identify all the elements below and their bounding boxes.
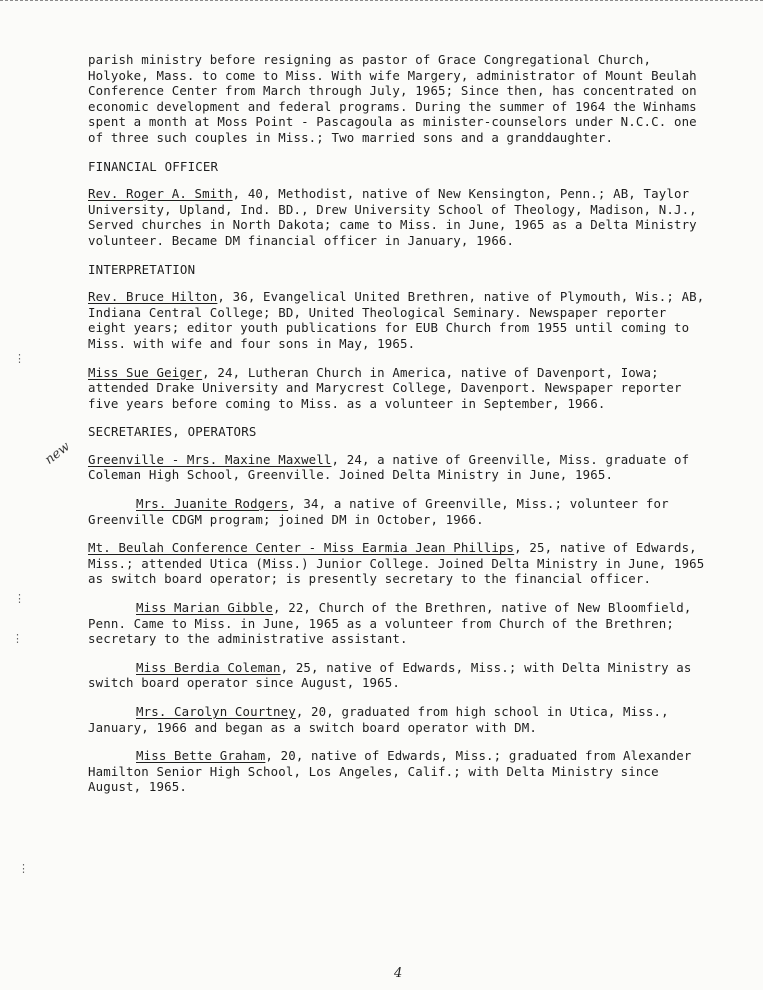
- handwritten-margin-note: new: [42, 439, 73, 468]
- maxwell-name: Greenville - Mrs. Maxine Maxwell: [88, 451, 332, 467]
- gibble-name: Miss Marian Gibble: [136, 600, 273, 616]
- financial-officer-heading: FINANCIAL OFFICER: [88, 158, 219, 174]
- courtney-entry: [88, 704, 706, 735]
- phillips-name: Mt. Beulah Conference Center - Miss Earmia Jean Phillips: [88, 540, 515, 556]
- graham-name: Miss Bette Graham: [136, 748, 266, 764]
- hilton-name: Rev. Bruce Hilton: [88, 289, 218, 305]
- smith-entry: [88, 186, 706, 248]
- phillips-entry: [88, 540, 706, 587]
- hilton-entry: [88, 289, 706, 351]
- secretaries-heading: SECRETARIES, OPERATORS: [88, 424, 257, 440]
- geiger-name: Miss Sue Geiger: [88, 364, 203, 380]
- courtney-text: , 20, graduated from high school in Utica, Miss., January, 1966 and began as a switch board operator with DM.: [88, 704, 669, 735]
- maxwell-text: , 24, a native of Greenville, Miss. graduate of Coleman High School, Greenville. Joined Delta Ministry in June, 1965.: [88, 451, 690, 483]
- margin-mark-2: ⋮: [14, 592, 25, 605]
- geiger-entry: [88, 365, 706, 412]
- smith-name: Rev. Roger A. Smith: [88, 186, 233, 202]
- phillips-text: , 25, native of Edwards, Miss.; attended Utica (Miss.) Junior College. Joined Delta Ministry in June, 1965 as switch board operator; is presently secretary to the financial officer.: [88, 540, 705, 587]
- rodgers-name: Mrs. Juanite Rodgers: [136, 496, 289, 512]
- hilton-text: , 36, Evangelical United Brethren, native of Plymouth, Wis.; AB, Indiana Central College; BD, United Theological Seminary. Newspaper reporter eight years; editor youth publications for EUB Church from 1955 until coming to Miss. with wife and four sons in May, 1965.: [88, 289, 705, 351]
- intro-paragraph: parish ministry before resigning as pastor of Grace Congregational Church, Holyoke, Mass. to come to Miss. With wife Margery, administrator of Mount Beulah Conference Center from March through July, 1965; Since then, has concentrated on economic development and federal programs. During the summer of 1964 the Winhams spent a month at Moss Point - Pascagoula as minister-counselors under N.C.C. one of three such couples in Miss.; Two married sons and a granddaughter.: [88, 52, 697, 145]
- smith-text: , 40, Methodist, native of New Kensington, Penn.; AB, Taylor University, Upland, Ind. BD., Drew University School of Theology, Madison, N.J., Served churches in North Dakota; came to Miss. in June, 1965 as a Delta Ministry volunteer. Became DM financial officer in January, 1966.: [88, 186, 697, 248]
- page-number: 4: [394, 966, 403, 981]
- gibble-text: , 22, Church of the Brethren, native of New Bloomfield, Penn. Came to Miss. in June, 1965 as a volunteer from Church of the Brethren; secretary to the administrative assistant.: [88, 600, 692, 647]
- interpretation-heading: INTERPRETATION: [88, 261, 196, 277]
- graham-entry: [88, 748, 706, 795]
- margin-mark-1: ⋮: [14, 352, 25, 365]
- margin-mark-4: ⋮: [18, 862, 29, 875]
- coleman-name: Miss Berdia Coleman: [136, 659, 281, 675]
- page-top-edge: [0, 0, 763, 4]
- graham-text: , 20, native of Edwards, Miss.; graduated from Alexander Hamilton Senior High School, Los Angeles, Calif.; with Delta Ministry since August, 1965.: [88, 748, 692, 795]
- margin-mark-3: ⋮: [12, 632, 23, 645]
- gibble-entry: [88, 600, 706, 647]
- geiger-text: , 24, Lutheran Church in America, native of Davenport, Iowa; attended Drake University and Marycrest College, Davenport. Newspaper reporter five years before coming to Miss. as a volunteer in September, 1966.: [88, 364, 682, 411]
- rodgers-text: , 34, a native of Greenville, Miss.; volunteer for Greenville CDGM program; joined DM in October, 1966.: [88, 496, 669, 527]
- document-body: [88, 52, 706, 808]
- courtney-name: Mrs. Carolyn Courtney: [136, 704, 296, 719]
- maxwell-entry: [88, 452, 706, 483]
- rodgers-entry: [88, 496, 706, 527]
- coleman-text: , 25, native of Edwards, Miss.; with Delta Ministry as switch board operator since August, 1965.: [88, 659, 692, 691]
- coleman-entry: [88, 660, 706, 691]
